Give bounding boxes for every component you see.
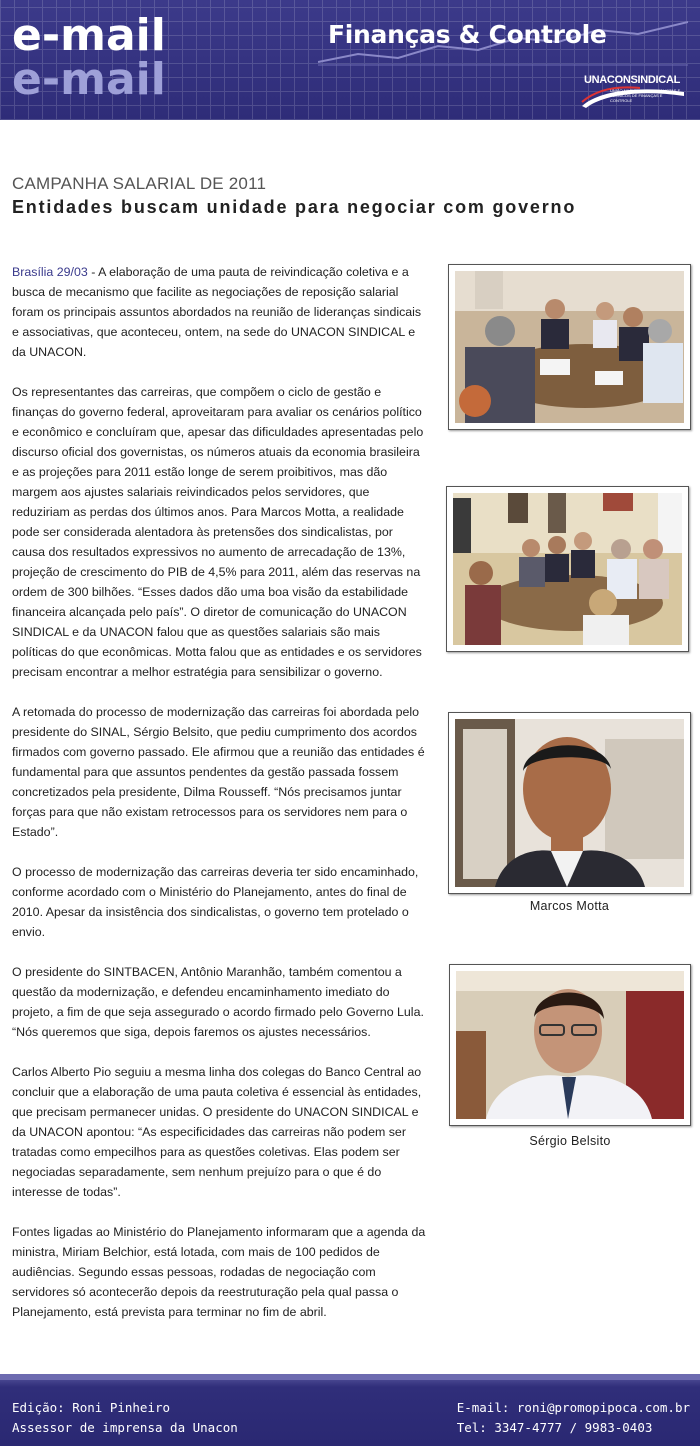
newsletter-footer	[0, 1374, 700, 1446]
paragraph-1	[12, 262, 428, 362]
footer-role: Assessor de imprensa da Unacon	[12, 1420, 238, 1435]
paragraph-7: Fontes ligadas ao Ministério do Planejamento informaram que a agenda da ministra, Miriam Belchior, está lotada, com mais de 100 pedidos de audiências. Segundo essas pessoas, rodadas de negociação com servidores só acontecerão depois da reestruturação pela qual passa o Planejamento, está prevista para terminar no fim de abril.	[12, 1225, 426, 1319]
portrait-photo-1	[448, 712, 691, 894]
unacon-subtitle: UNIÃO NACIONAL DOS ANALISTAS E TÉCNICOS DE FINANÇAS E CONTROLE	[610, 88, 681, 103]
meeting-photo-2	[446, 486, 689, 652]
paragraph-2: Os representantes das carreiras, que compõem o ciclo de gestão e finanças do governo federal, aproveitaram para avaliar os cenários político e econômico e concluíram que, apesar das dificuldades apresentadas pelo discurso oficial dos governistas, os números atuais da economia brasileira e as projeções para 2011 estão longe de serem proibitivos, mas dão margem aos ajustes salariais reivindicados pelos servidores, que reduziriam as perdas dos últimos anos. Para Marcos Motta, a realidade pode ser considerada alentadora às pretensões dos sindicalistas, por causa dos resultados expressivos no aumento de arrecadação de 13%, projeção de crescimento do PIB de 4,5% para 2011, além das reservas na ordem de 300 bilhões. “Esses dados dão uma boa visão da estabilidade financeira alcançada pelo país”. O diretor de comunicação do UNACON SINDICAL e da UNACON falou que as questões salariais são mais políticas do que econômicas. Motta falou que as entidades e os servidores precisam encontrar a melhor estratégia para sensibilizar o governo.	[12, 385, 424, 679]
portrait-caption-1: Marcos Motta	[529, 899, 610, 913]
paragraph-3: A retomada do processo de modernização das carreiras foi abordada pelo presidente do SINAL, Sérgio Belsito, que pediu cumprimento dos acordos firmados com governo passado. Ele afirmou que a reunião das entidades é fundamental para que assuntos pendentes da gestão passada fossem concretizados pela presidente, Dilma Rousseff. “Nós precisamos juntar forças para que não existam retrocessos para os servidores nem para o Estado”.	[12, 705, 425, 839]
footer-credits	[12, 1398, 238, 1438]
brand-title: Finanças & Controle	[328, 20, 607, 49]
portrait-photo-icon	[455, 719, 684, 887]
article-kicker: CAMPANHA SALARIAL DE 2011	[12, 174, 267, 193]
article-headline: Entidades buscam unidade para negociar com governo	[12, 197, 577, 217]
footer-email[interactable]: E-mail: roni@promopipoca.com.br	[456, 1400, 690, 1415]
paragraph-4: O processo de modernização das carreiras deveria ter sido encaminhado, conforme acordado com o Ministério do Planejamento, antes do final de 2010. Apesar da insistência dos sindicalistas, o governo tem protelado o envio.	[12, 865, 419, 939]
article-body	[12, 262, 428, 1342]
portrait-photo-icon	[456, 971, 684, 1119]
footer-editor: Edição: Roni Pinheiro	[12, 1400, 171, 1415]
meeting-photo-icon	[455, 271, 684, 423]
paragraph-1-text: - A elaboração de uma pauta de reivindicação coletiva e a busca de mecanismo que facilite as negociações de reposição salarial foram os principais assuntos abordados na reunião de lideranças sindicais e associativas, que aconteceu, ontem, na sede do UNACON SINDICAL e da UNACON.	[12, 265, 422, 359]
meeting-photo-1	[448, 264, 691, 430]
email-logo	[12, 10, 227, 110]
footer-band	[0, 1374, 700, 1380]
meeting-photo-icon	[453, 493, 682, 645]
unacon-logo-text: UNACONSINDICAL	[584, 74, 681, 86]
logo-line-2: e-mail	[12, 54, 166, 105]
dateline: Brasília 29/03	[12, 265, 88, 279]
logo-line-1: e-mail	[12, 10, 166, 61]
portrait-photo-2	[449, 964, 691, 1126]
newsletter-header	[0, 0, 700, 120]
paragraph-5: O presidente do SINTBACEN, Antônio Maranhão, também comentou a questão da modernização, e defendeu encaminhamento imediato do projeto, a fim de que seja assegurado o acordo firmado pelo Governo Lula. “Nós queremos que siga, depois faremos os ajustes necessários.	[12, 965, 424, 1039]
paragraph-6: Carlos Alberto Pio seguiu a mesma linha dos colegas do Banco Central ao concluir que a elaboração de uma pauta coletiva é essencial às entidades, que precisam permanecer unidas. O presidente do UNACON SINDICAL e da UNACON apontou: “As especificidades das carreiras não podem ser tratadas como empecilhos para as questões coletivas. Elas podem ser negociadas separadamente, sem nenhum prejuízo para o que é do interesse de todas”.	[12, 1065, 422, 1199]
footer-phone: Tel: 3347-4777 / 9983-0403	[456, 1420, 653, 1435]
footer-contact	[457, 1398, 690, 1438]
portrait-caption-2: Sérgio Belsito	[529, 1134, 611, 1148]
